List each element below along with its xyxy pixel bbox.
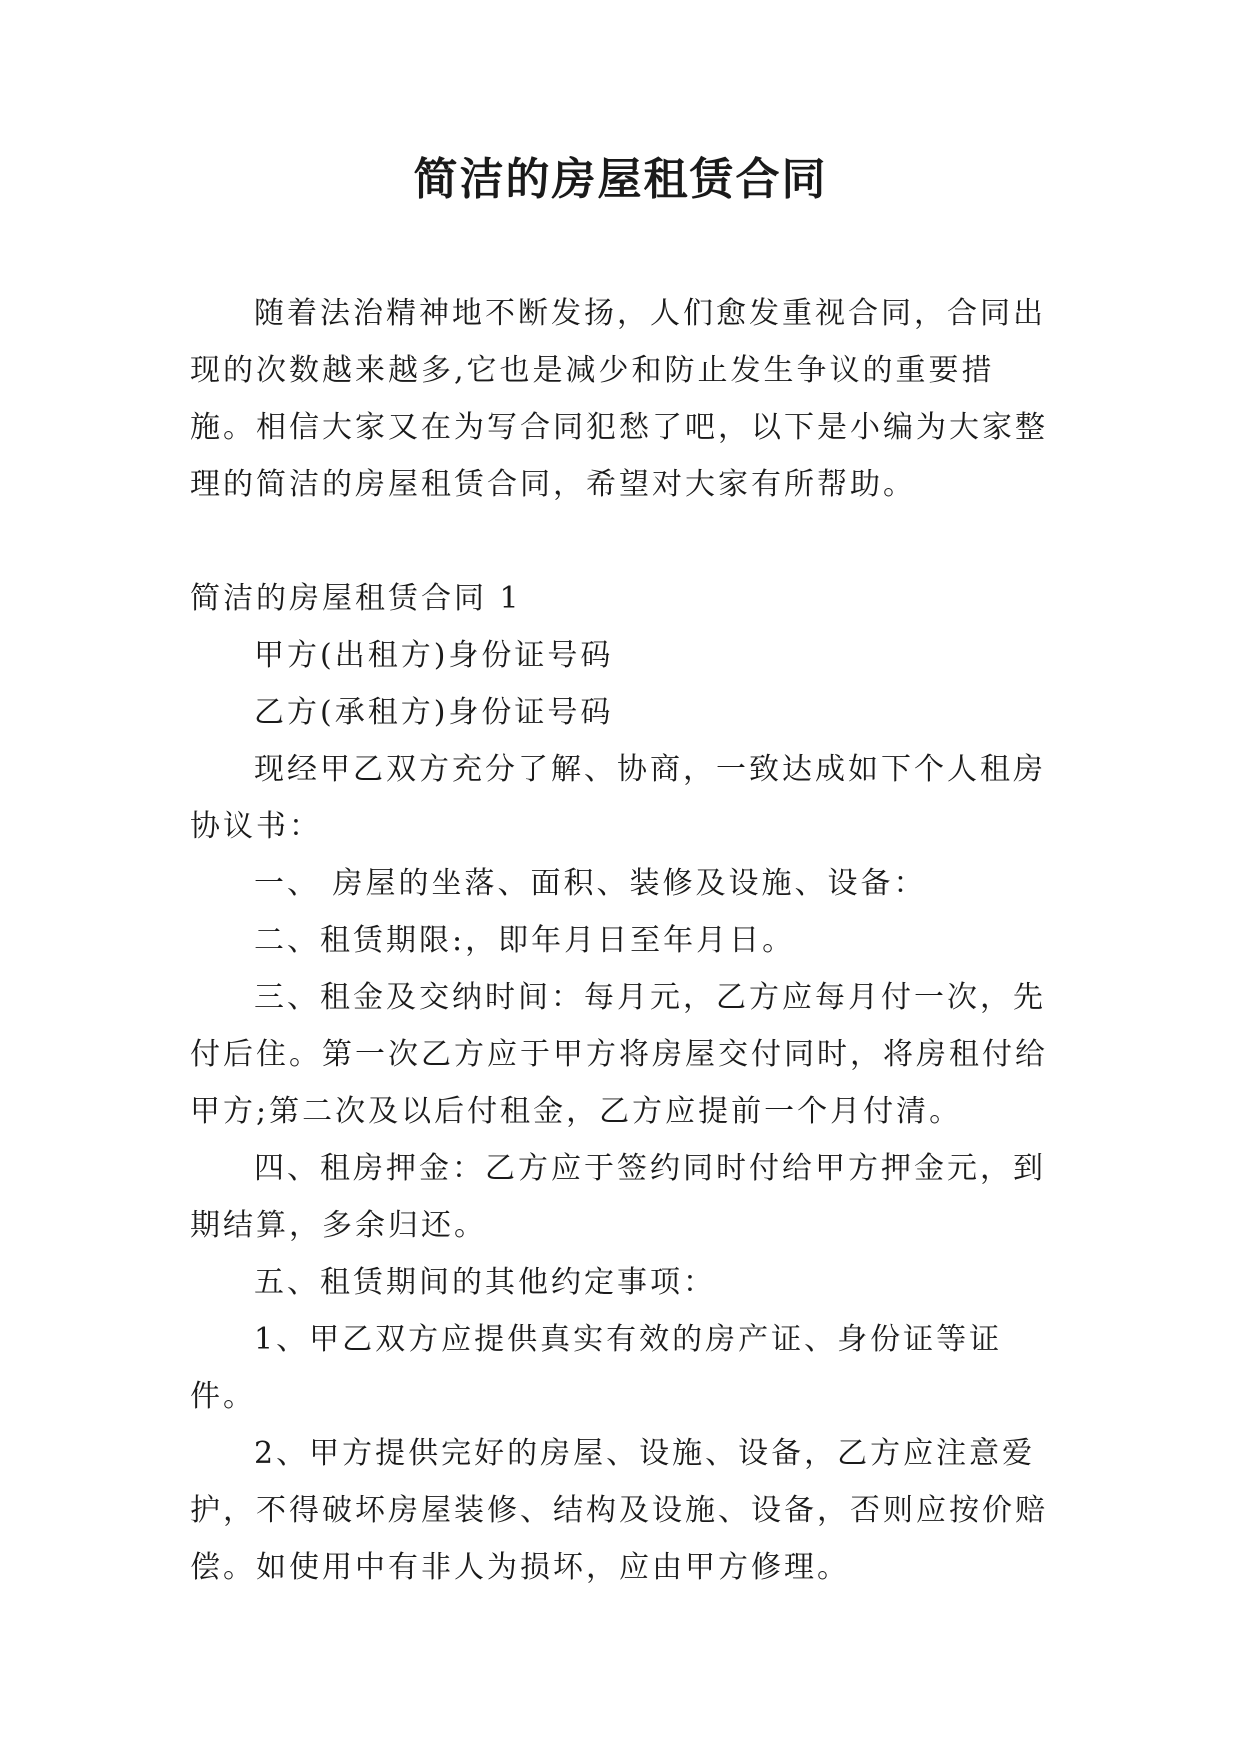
party-b-line: 乙方(承租方)身份证号码 — [254, 695, 614, 730]
clause-4: 四、租房押金：乙方应于签约同时付给甲方押金元，到期结算，多余归还。 — [190, 1151, 1046, 1243]
intro-paragraph: 随着法治精神地不断发扬，人们愈发重视合同，合同出现的次数越来越多,它也是减少和防止发生争议的重要措施。相信大家又在为写合同犯愁了吧，以下是小编为大家整理的简洁的房屋租赁合同，希望对大家有所帮助。 — [190, 296, 1048, 502]
clause-1: 一、 房屋的坐落、面积、装修及设施、设备： — [254, 866, 927, 901]
clause-3: 三、租金及交纳时间：每月元，乙方应每月付一次，先付后住。第一次乙方应于甲方将房屋交付同时，将房租付给甲方;第二次及以后付租金，乙方应提前一个月付清。 — [190, 980, 1048, 1129]
sub-clause-2: 2、甲方提供完好的房屋、设施、设备，乙方应注意爱护，不得破坏房屋装修、结构及设施、设备，否则应按价赔偿。如使用中有非人为损坏，应由甲方修理。 — [190, 1436, 1048, 1585]
document-body — [190, 285, 1055, 1596]
sub-clause-1: 1、甲乙双方应提供真实有效的房产证、身份证等证件。 — [190, 1322, 1003, 1414]
section-heading: 简洁的房屋租赁合同 1 — [190, 581, 522, 616]
agreement-intro: 现经甲乙双方充分了解、协商，一致达成如下个人租房协议书： — [190, 752, 1046, 844]
page-title: 简洁的房屋租赁合同 — [413, 154, 828, 205]
clause-5: 五、租赁期间的其他约定事项： — [254, 1265, 716, 1300]
party-a-line: 甲方(出租方)身份证号码 — [254, 638, 614, 673]
clause-2: 二、租赁期限:，即年月日至年月日。 — [254, 923, 796, 958]
